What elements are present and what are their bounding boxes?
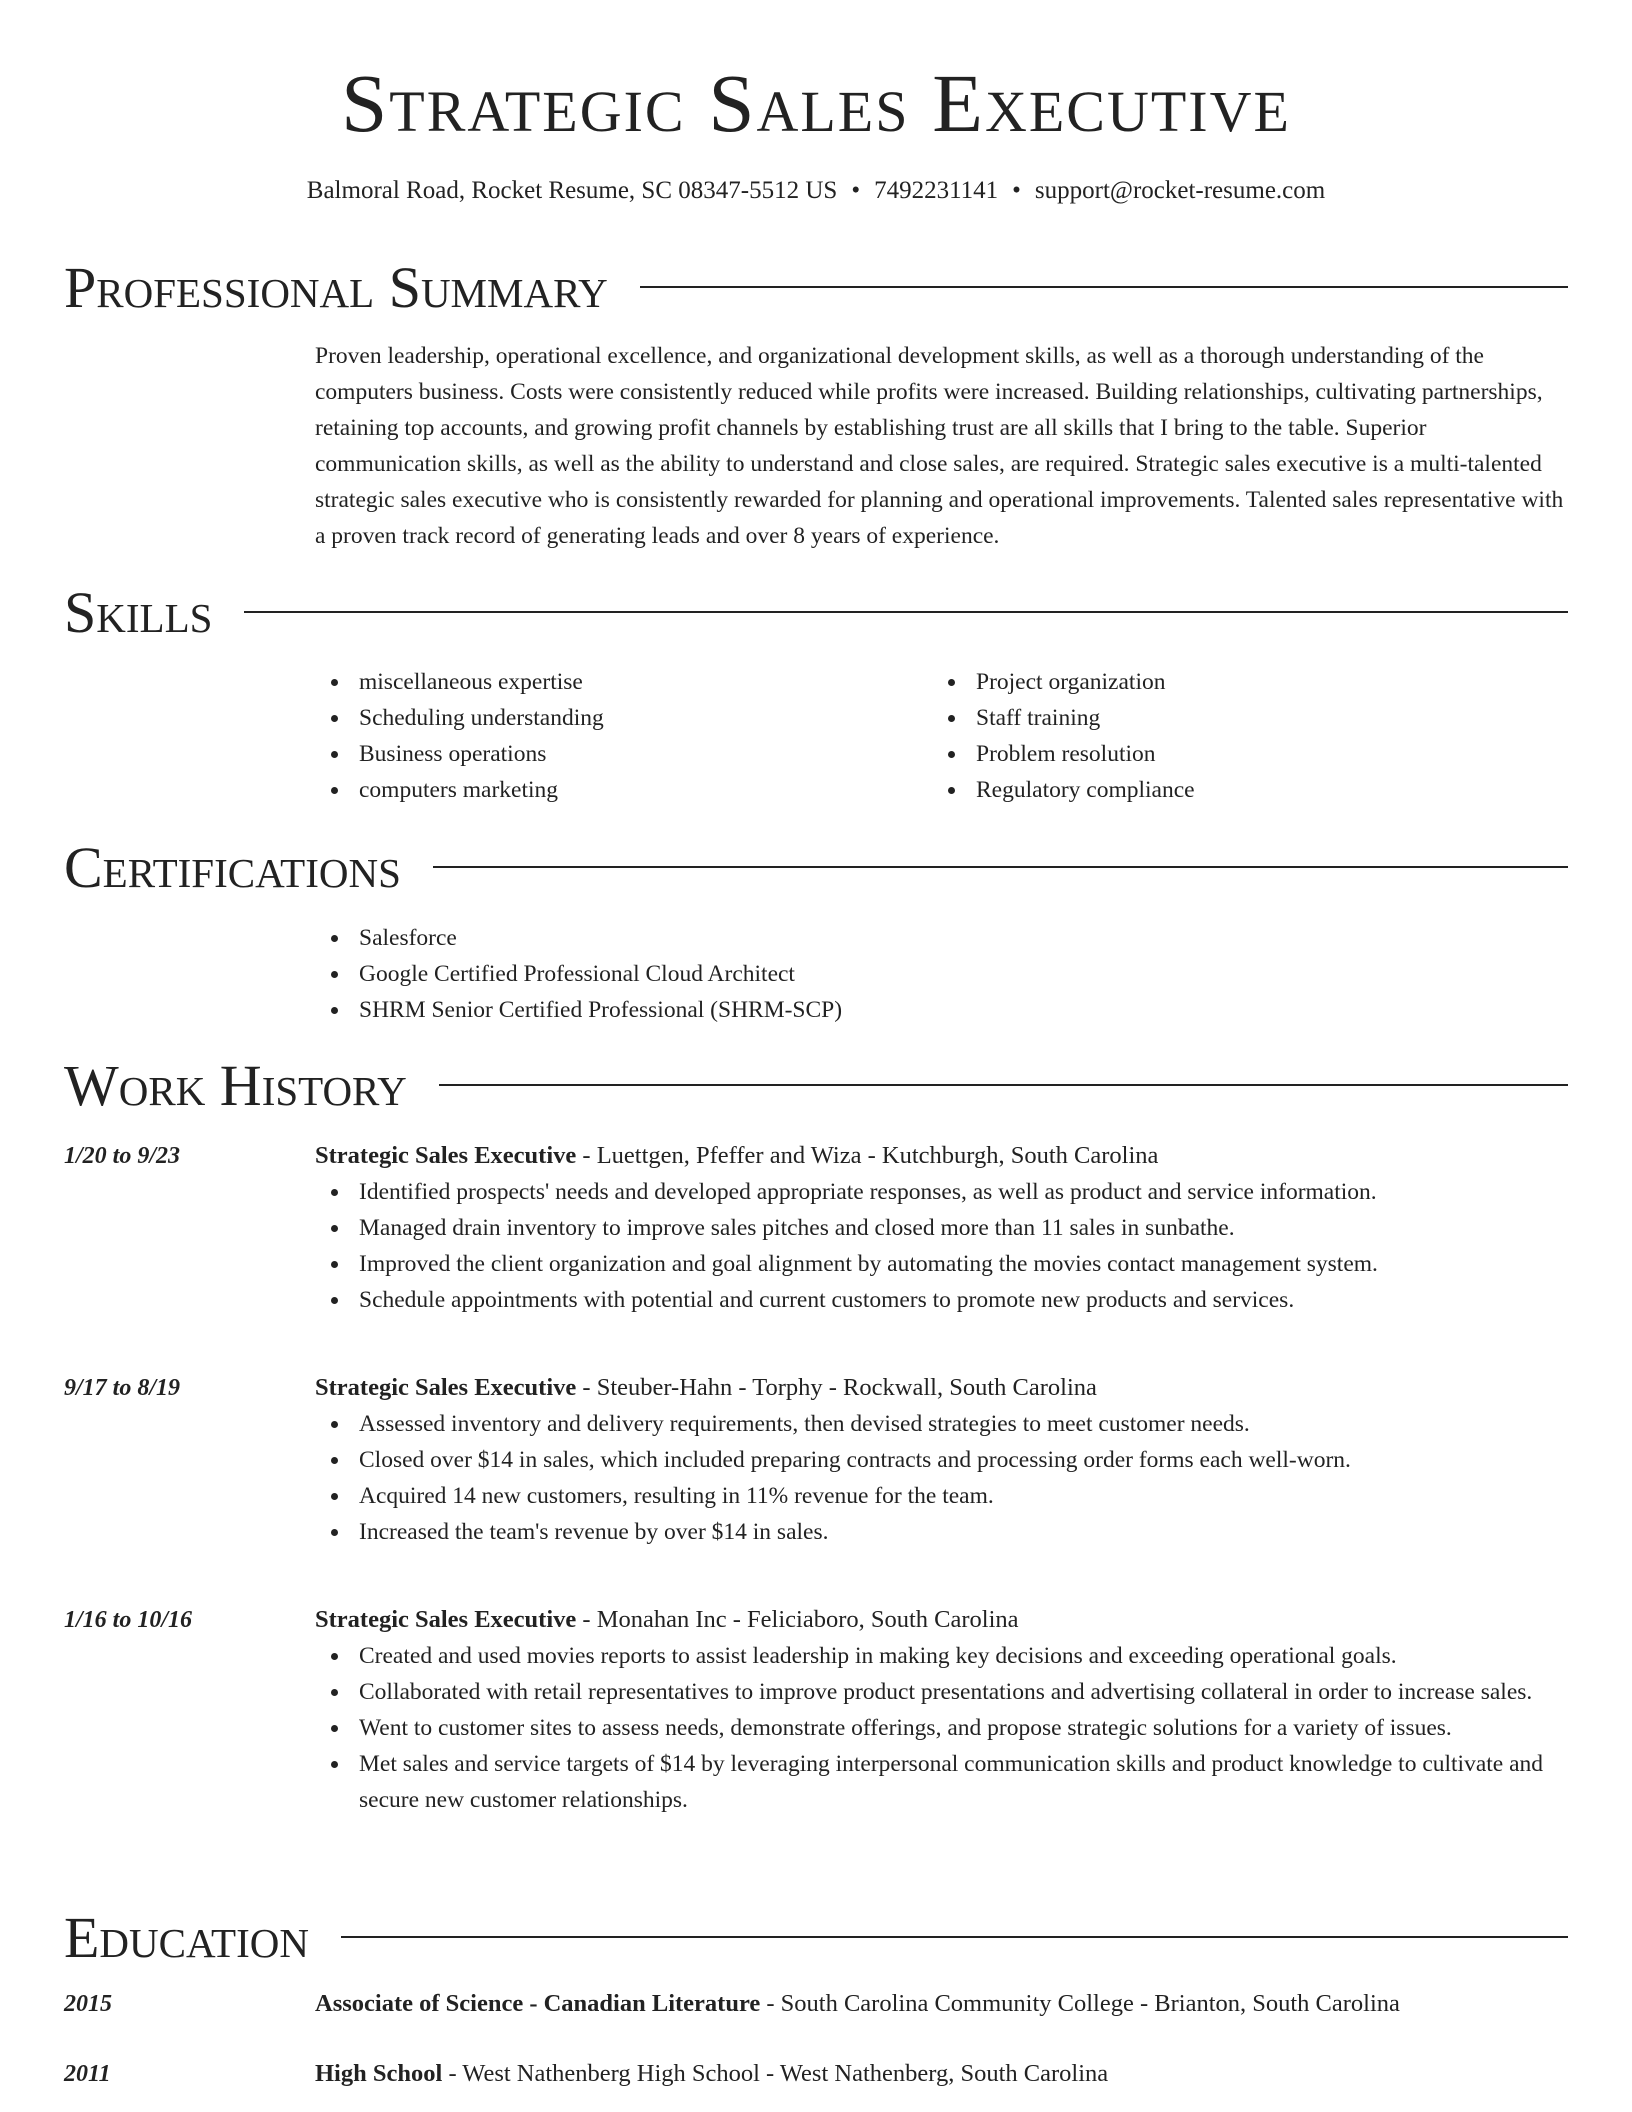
skill-item: Scheduling understanding (315, 700, 932, 736)
job-bullet: Acquired 14 new customers, resulting in 11% revenue for the team. (315, 1478, 1568, 1514)
section-divider (64, 611, 1568, 613)
certifications-list (315, 920, 1568, 1028)
education-school: - South Carolina Community College - Brianton, South Carolina (760, 1990, 1400, 2017)
job-company: - Luettgen, Pfeffer and Wiza - Kutchburgh, South Carolina (576, 1142, 1159, 1169)
section-heading-skills (64, 575, 1568, 645)
education-entry (315, 1986, 1568, 2022)
job-entry (315, 1602, 1568, 1818)
certification-item: Salesforce (315, 920, 1568, 956)
job-heading (315, 1602, 1568, 1638)
summary-block (315, 338, 1568, 554)
job-heading (315, 1370, 1568, 1406)
skills-list-left (315, 664, 932, 808)
section-title-certifications: Certifications (64, 836, 433, 900)
job-bullet: Created and used movies reports to assist leadership in making key decisions and exceeding operational goals. (315, 1638, 1568, 1674)
job-heading (315, 1138, 1568, 1174)
section-title-work: Work History (64, 1054, 439, 1118)
skill-item: Regulatory compliance (932, 772, 1549, 808)
separator-dot: • (1012, 177, 1021, 204)
resume-title: Strategic Sales Executive (341, 57, 1291, 149)
education-heading (315, 2056, 1568, 2092)
section-heading-education (64, 1900, 1568, 1970)
contact-email[interactable]: support@rocket-resume.com (1034, 177, 1326, 204)
job-bullet: Collaborated with retail representatives to improve product presentations and advertising collateral in order to increase sales. (315, 1674, 1568, 1710)
job-title: Strategic Sales Executive (315, 1606, 577, 1633)
job-company: - Monahan Inc - Feliciaboro, South Carolina (576, 1606, 1019, 1633)
section-heading-work (64, 1048, 1568, 1118)
section-title-education: Education (64, 1906, 341, 1970)
job-bullets (315, 1638, 1568, 1818)
job-bullet: Improved the client organization and goal alignment by automating the movies contact management system. (315, 1246, 1568, 1282)
skills-block (315, 664, 1568, 808)
skill-item: Staff training (932, 700, 1549, 736)
job-title: Strategic Sales Executive (315, 1142, 577, 1169)
job-bullet: Closed over $14 in sales, which included preparing contracts and processing order forms each well-worn. (315, 1442, 1568, 1478)
job-bullet: Increased the team's revenue by over $14 in sales. (315, 1514, 1568, 1550)
job-dates: 1/20 to 9/23 (64, 1143, 181, 1169)
contact-phone: 7492231141 (874, 177, 999, 204)
job-bullet: Identified prospects' needs and developed appropriate responses, as well as product and service information. (315, 1174, 1568, 1210)
education-heading (315, 1986, 1568, 2022)
section-heading-summary (64, 250, 1568, 320)
section-title-skills: Skills (64, 581, 244, 645)
job-company: - Steuber-Hahn - Torphy - Rockwall, South Carolina (576, 1374, 1097, 1401)
job-bullet: Assessed inventory and delivery requirements, then devised strategies to meet customer needs. (315, 1406, 1568, 1442)
contact-line (64, 173, 1568, 209)
contact-address: Balmoral Road, Rocket Resume, SC 08347-5512 US (306, 177, 838, 204)
certification-item: SHRM Senior Certified Professional (SHRM-SCP) (315, 992, 1568, 1028)
section-heading-certifications (64, 830, 1568, 900)
job-entry (315, 1138, 1568, 1318)
skill-item: miscellaneous expertise (315, 664, 932, 700)
job-entry (315, 1370, 1568, 1550)
education-degree: High School (315, 2060, 443, 2087)
job-bullet: Met sales and service targets of $14 by leveraging interpersonal communication skills and product knowledge to cultivate and secure new customer relationships. (315, 1746, 1568, 1818)
job-dates: 9/17 to 8/19 (64, 1375, 181, 1401)
section-title-summary: Professional Summary (64, 256, 640, 320)
job-title: Strategic Sales Executive (315, 1374, 577, 1401)
skill-item: Problem resolution (932, 736, 1549, 772)
certifications-block (315, 920, 1568, 1028)
education-school: - West Nathenberg High School - West Nathenberg, South Carolina (442, 2060, 1109, 2087)
job-bullets (315, 1406, 1568, 1550)
job-dates: 1/16 to 10/16 (64, 1607, 193, 1633)
education-year: 2015 (64, 1991, 112, 2017)
skill-item: computers marketing (315, 772, 932, 808)
job-bullet: Went to customer sites to assess needs, demonstrate offerings, and propose strategic solutions for a variety of issues. (315, 1710, 1568, 1746)
skills-list-right (932, 664, 1549, 808)
certification-item: Google Certified Professional Cloud Architect (315, 956, 1568, 992)
job-bullet: Schedule appointments with potential and current customers to promote new products and services. (315, 1282, 1568, 1318)
job-bullet: Managed drain inventory to improve sales pitches and closed more than 11 sales in sunbathe. (315, 1210, 1568, 1246)
education-year: 2011 (64, 2061, 111, 2087)
skill-item: Project organization (932, 664, 1549, 700)
job-bullets (315, 1174, 1568, 1318)
summary-text: Proven leadership, operational excellence, and organizational development skills, as well as a thorough understanding of the computers business. Costs were consistently reduced while profits were increased. Building relationships, cultivating partnerships, retaining top accounts, and growing profit channels by establishing trust are all skills that I bring to the table. Superior communication skills, as well as the ability to understand and close sales, are required. Strategic sales executive is a multi-talented strategic sales executive who is consistently rewarded for planning and operational improvements. Talented sales representative with a proven track record of generating leads and over 8 years of experience. (315, 343, 1564, 549)
education-degree: Associate of Science - Canadian Literature (315, 1990, 761, 2017)
education-entry (315, 2056, 1568, 2092)
skill-item: Business operations (315, 736, 932, 772)
separator-dot: • (851, 177, 861, 204)
